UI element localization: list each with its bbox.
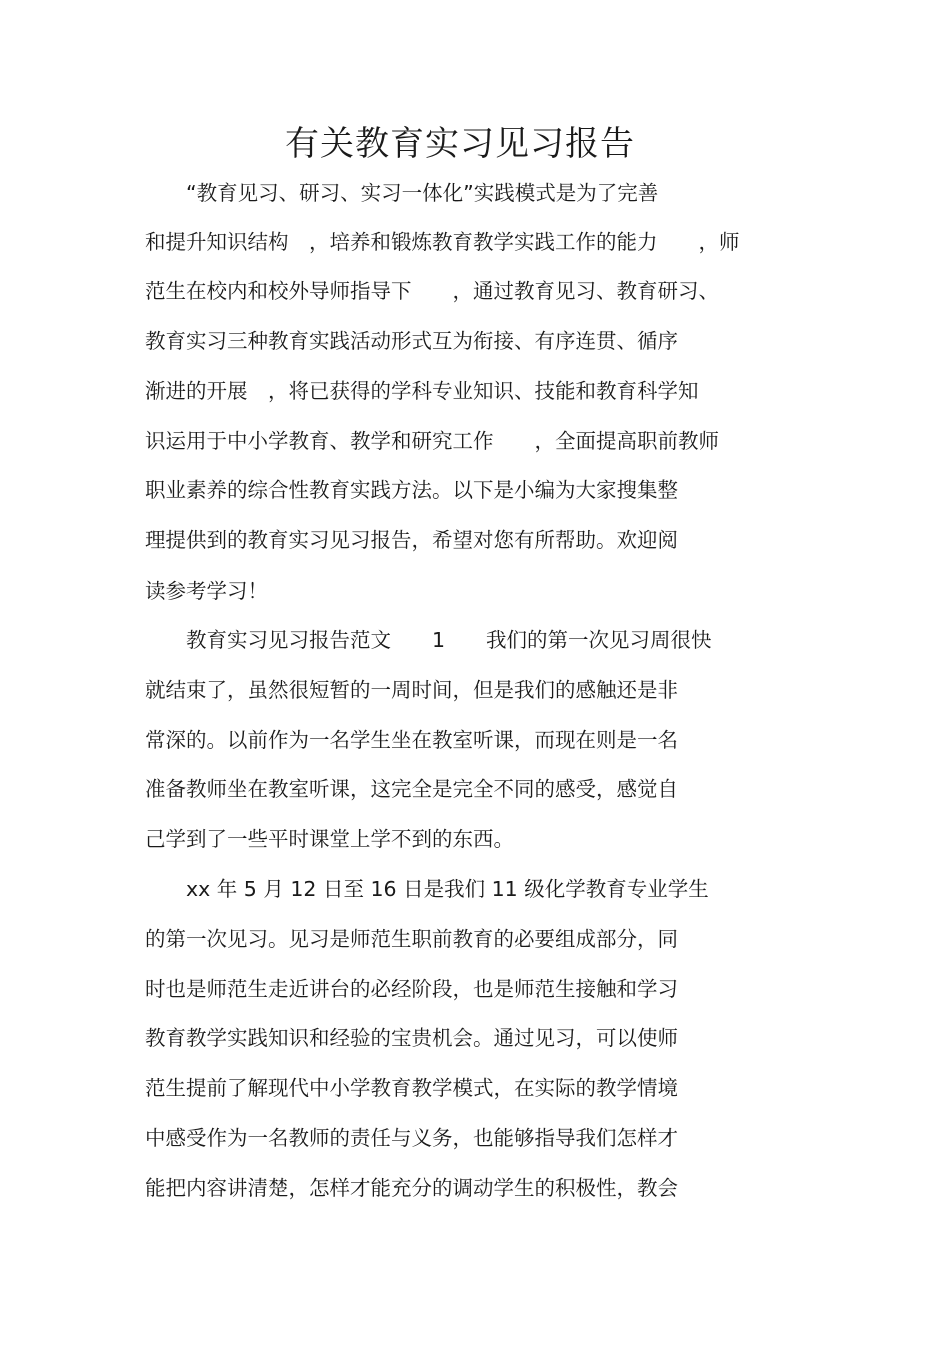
body-line: “教育见习、研习、实习一体化”实践模式是为了完善 bbox=[145, 181, 659, 205]
body-line: 常深的。以前作为一名学生坐在教室听课，而现在则是一名 bbox=[145, 728, 678, 752]
body-line: 读参考学习！ bbox=[145, 579, 268, 603]
document-title: 有关教育实习见习报告 bbox=[285, 124, 635, 164]
body-line: 教育实习三种教育实践活动形式互为衔接、有序连贯、循序 bbox=[145, 329, 678, 353]
body-line: 就结束了，虽然很短暂的一周时间，但是我们的感触还是非 bbox=[145, 678, 678, 702]
body-line: 的第一次见习。见习是师范生职前教育的必要组成部分，同 bbox=[145, 927, 678, 951]
body-line: 范生提前了解现代中小学教育教学模式，在实际的教学情境 bbox=[145, 1076, 678, 1100]
body-line: 识运用于中小学教育、教学和研究工作 ，全面提高职前教师 bbox=[145, 429, 719, 453]
body-line: 中感受作为一名教师的责任与义务，也能够指导我们怎样才 bbox=[145, 1126, 678, 1150]
body-line: 己学到了一些平时课堂上学不到的东西。 bbox=[145, 827, 514, 851]
body-line: 能把内容讲清楚，怎样才能充分的调动学生的积极性，教会 bbox=[145, 1176, 678, 1200]
body-line: 渐进的开展 ，将已获得的学科专业知识、技能和教育科学知 bbox=[145, 379, 699, 403]
body-line: 准备教师坐在教室听课，这完全是完全不同的感受，感觉自 bbox=[145, 777, 678, 801]
body-line: 职业素养的综合性教育实践方法。以下是小编为大家搜集整 bbox=[145, 478, 678, 502]
body-line: 时也是师范生走近讲台的必经阶段，也是师范生接触和学习 bbox=[145, 977, 678, 1001]
body-line: 教育实习见习报告范文 1 我们的第一次见习周很快 bbox=[145, 628, 712, 652]
body-line: 理提供到的教育实习见习报告，希望对您有所帮助。欢迎阅 bbox=[145, 528, 678, 552]
body-line: 和提升知识结构 ，培养和锻炼教育教学实践工作的能力 ，师 bbox=[145, 230, 740, 254]
body-line: xx 年 5 月 12 日至 16 日是我们 11 级化学教育专业学生 bbox=[145, 877, 709, 901]
body-line: 范生在校内和校外导师指导下 ，通过教育见习、教育研习、 bbox=[145, 279, 719, 303]
body-line: 教育教学实践知识和经验的宝贵机会。通过见习，可以使师 bbox=[145, 1026, 678, 1050]
